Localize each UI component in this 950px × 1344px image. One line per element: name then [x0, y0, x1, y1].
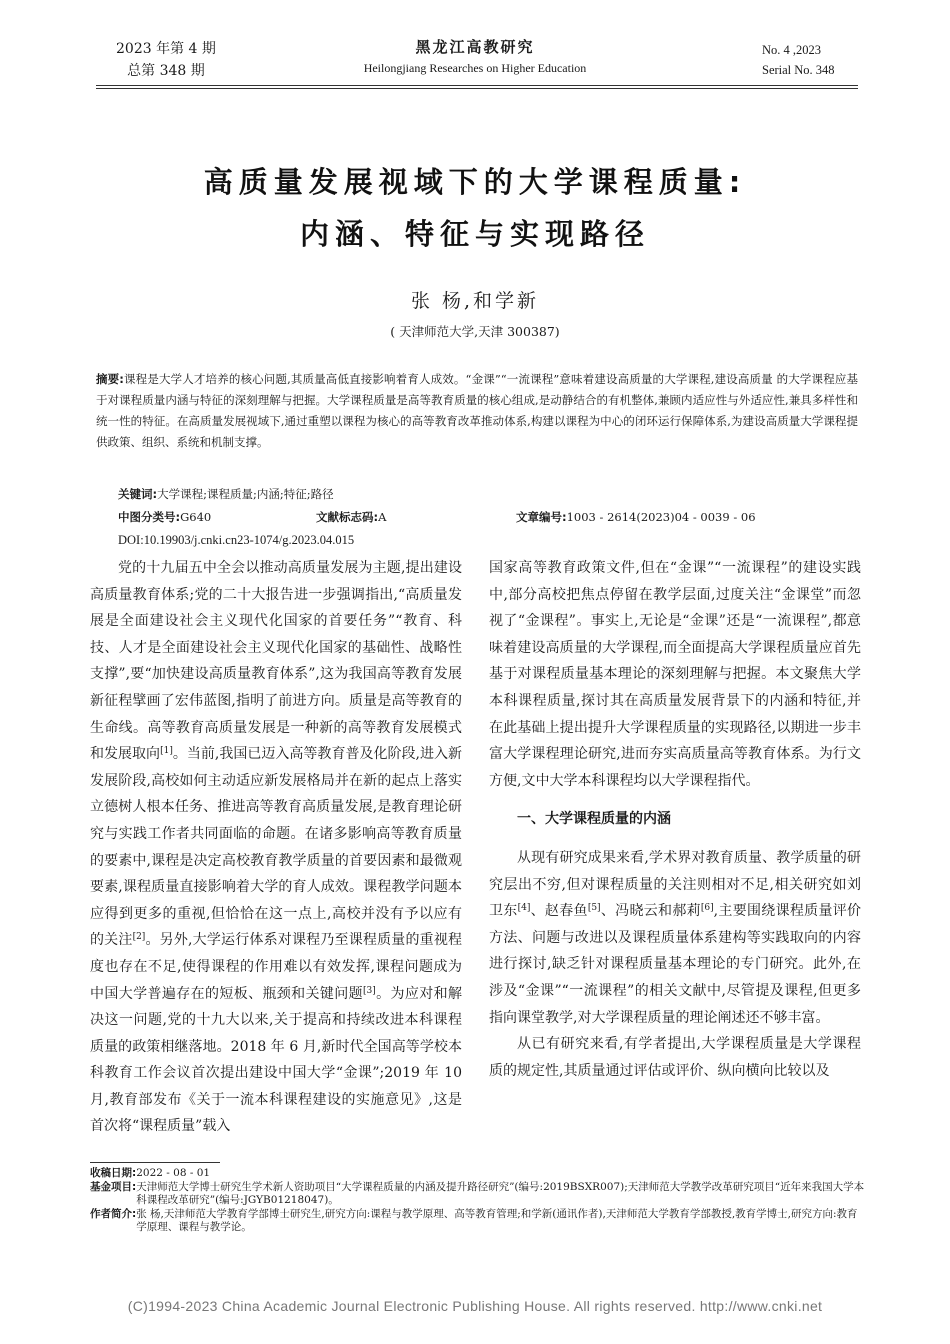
citation-ref[interactable]: [3] — [363, 985, 376, 996]
doi: DOI:10.19903/j.cnki.cn23-1074/g.2023.04.015 — [118, 533, 355, 547]
body-paragraph: 国家高等教育政策文件,但在“金课”“一流课程”的建设实践中,部分高校把焦点停留在教学层面,过度关注“金课堂”而忽视了“金课程”。事实上,无论是“金课”还是“一流课程”,都意味着建设高质量的大学课程,而全面提高大学课程质量应首先基于对课程质量基本理论的深刻理解与把握。本文聚焦大学本科课程质量,探讨其在高质量发展背景下的内涵和特征,并在此基础上提出提升大学课程质量的实现路径,以期进一步丰富大学课程理论研究,进而夯实高质量高等教育体系。为行文方便,文中大学本科课程均以大学课程指代。 — [489, 560, 861, 789]
footnote-text: 天津师范大学博士研究生学术新人资助项目“大学课程质量的内涵及提升路径研究”(编号:2019BSXR007);天津师范大学教学改革研究项目“近年来我国大学本科课程改革研究”(编号:JGYB01218047)。 — [136, 1180, 865, 1206]
keywords-text: 大学课程;课程质量;内涵;特征;路径 — [157, 487, 334, 501]
citation-ref[interactable]: [2] — [132, 932, 146, 943]
article-title-line2: 内涵、特征与实现路径 — [299, 217, 650, 251]
footnote-text: 2022 - 08 - 01 — [136, 1167, 211, 1179]
citation-ref[interactable]: [4] — [517, 903, 531, 914]
footnotes — [90, 1167, 865, 1235]
citation-ref[interactable]: [5] — [587, 903, 601, 914]
abstract-text: 课程是大学人才培养的核心问题,其质量高低直接影响着育人成效。“金课”“一流课程”意味着建设高质量的大学课程,建设高质量 的大学课程应基于对课程质量内涵与特征的深刻理解与把握。大学课程质量是高等教育质量的核心组成,是动静结合的有机整体,兼顾内适应性与外适应性,兼具多样性和统一性的特征。在高质量发展视域下,通过重塑以课程为核心的高等教育改革推动体系,构建以课程为中心的闭环运行保障体系,为建设高质量大学课程提供政策、组织、系统和机制支撑。 — [96, 372, 858, 449]
section-heading: 一、大学课程质量的内涵 — [517, 811, 671, 828]
footnote-received — [90, 1167, 865, 1181]
issue-number-cn: 2023 年第 4 期 — [116, 41, 216, 57]
body-paragraph — [489, 845, 861, 1031]
serial-number-en: Serial No. 348 — [762, 63, 835, 77]
body-column-right — [489, 555, 861, 1084]
footnote-fund — [90, 1181, 865, 1208]
body-paragraph: 从已有研究来看,有学者提出,大学课程质量是大学课程质的规定性,其质量通过评估或评价、纵向横向比较以及 — [489, 1036, 861, 1079]
journal-name — [300, 36, 650, 78]
body-text: 、冯晓云和郝莉 — [600, 903, 701, 920]
article-title-line1: 高质量发展视域下的大学课程质量: — [203, 165, 747, 199]
abstract-label: 摘要: — [96, 372, 124, 386]
article-no-label: 文章编号: — [516, 510, 567, 524]
body-column-left — [90, 555, 462, 1140]
article-number — [516, 507, 756, 527]
body-text: 党的十九届五中全会以推动高质量发展为主题,提出建设高质量教育体系;党的二十大报告进一步强调指出,“高质量发展是全面建设社会主义现代化国家的首要任务”“教育、科技、人才是全面建设社会主义现代化国家的基础性、战略性支撑”,要“加快建设高质量教育体系”,这为我国高等教育发展新征程擘画了宏伟蓝图,指明了前进方向。质量是高等教育的生命线。高等教育高质量发展是一种新的高等教育发展模式和发展取向 — [90, 560, 462, 763]
body-text: ,主要围绕课程质量评价方法、问题与改进以及课程质量体系建构等实践取向的内容进行探讨,缺乏针对课程质量基本理论的专门研究。此外,在涉及“金课”“一流课程”的相关文献中,尽管提及课程,但更多指向课堂教学,对大学课程质量的理论阐述还不够丰富。 — [489, 903, 862, 1026]
issue-info-en — [762, 40, 835, 80]
footnote-label: 基金项目: — [90, 1180, 137, 1193]
body-text: 从现有研究成果来看,学术界对教育质量、教学质量的研究层出不穷,但对课程质量的关注则相对不足,相关研究如刘卫东 — [489, 849, 861, 920]
doc-code-value: A — [378, 510, 387, 524]
clc-value: G640 — [180, 510, 212, 524]
page-header — [0, 0, 950, 90]
article-authors: 张 杨,和学新 — [410, 290, 540, 312]
body-text: 、赵春鱼 — [530, 903, 588, 920]
keywords-label: 关键词: — [118, 487, 158, 501]
author-affiliation: ( 天津师范大学,天津 300387) — [390, 324, 560, 339]
clc-number — [118, 507, 211, 527]
doc-code-label: 文献标志码: — [316, 510, 379, 524]
citation-ref[interactable]: [6] — [700, 903, 714, 914]
keywords — [118, 484, 334, 504]
journal-name-cn: 黑龙江高教研究 — [415, 38, 535, 56]
body-text: 。为应对和解决这一问题,党的十九大以来,关于提高和持续改进本科课程质量的政策相继落地。2018 年 6 月,新时代全国高等学校本科教育工作会议首次提出建设中国大学“金课”;2019 年 10 月,教育部发布《关于一流本科课程建设的实施意见》,这是首次将“课程质量”载入 — [90, 985, 463, 1135]
body-text: 。当前,我国已迈入高等教育普及化阶段,进入新发展阶段,高校如何主动适应新发展格局并在新的起点上落实立德树人根本任务、推进高等教育高质量发展,是教育理论研究与实践工作者共同面临的命题。在诸多影响高等教育质量的要素中,课程是决定高校教育教学质量的首要因素和最微观要素,课程质量直接影响着大学的育人成效。课程教学问题本应得到更多的重视,但恰恰在这一点上,高校并没有予以应有的关注 — [90, 746, 463, 949]
journal-name-en: Heilongjiang Researches on Higher Education — [363, 61, 587, 75]
footnote-label: 收稿日期: — [90, 1167, 137, 1179]
footnote-label: 作者简介: — [90, 1207, 137, 1220]
footnote-text: 张 杨,天津师范大学教育学部博士研究生,研究方向:课程与教学原理、高等教育管理;和学新(通讯作者),天津师范大学教育学部教授,教育学博士,研究方向:教育学原理、课程与教学论。 — [136, 1207, 858, 1233]
copyright-notice: (C)1994-2023 China Academic Journal Electronic Publishing House. All rights reserved. http://www.cnki.net — [127, 1298, 823, 1314]
issue-info-cn — [116, 38, 216, 82]
document-code — [316, 507, 386, 527]
issue-number-en: No. 4 ,2023 — [762, 43, 822, 57]
body-text: 。另外,大学运行体系对课程乃至课程质量的重视程度也存在不足,使得课程的作用难以有效发挥,课程问题成为中国大学普遍存在的短板、瓶颈和关键问题 — [90, 932, 463, 1002]
citation-ref[interactable]: [1] — [160, 746, 173, 757]
abstract — [96, 369, 858, 453]
footnote-author-bio — [90, 1208, 865, 1235]
header-rule-secondary — [96, 88, 858, 89]
clc-label: 中图分类号: — [118, 510, 181, 524]
header-rule — [96, 85, 858, 86]
footnote-rule — [90, 1162, 220, 1163]
serial-number-cn: 总第 348 期 — [127, 63, 205, 79]
body-paragraph — [90, 555, 462, 1140]
article-no-value: 1003 - 2614(2023)04 - 0039 - 06 — [566, 510, 756, 524]
